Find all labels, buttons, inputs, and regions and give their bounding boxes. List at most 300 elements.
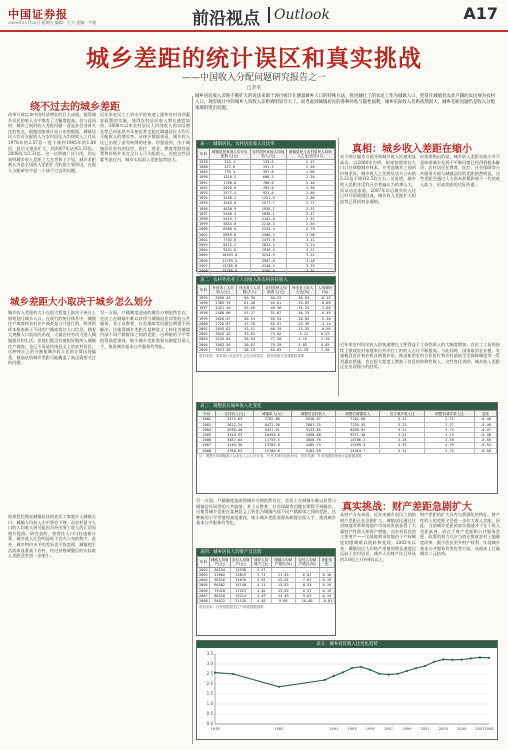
- table-cell: 13.83: [271, 583, 295, 588]
- table-1: [196, 140, 336, 272]
- table-cell: 1998: [199, 311, 208, 316]
- table-cell: 8.57: [295, 588, 319, 593]
- table-cell: 75420: [209, 588, 230, 593]
- table-cell: 2.19: [316, 337, 335, 342]
- table-cell: 2.47: [286, 211, 334, 216]
- data-point: [415, 667, 417, 669]
- table-3-col-head: 农村收入(元): [216, 411, 254, 417]
- table-cell: 3.22: [380, 433, 424, 438]
- table-2-caption: 表二：农村外出务工人员收入和农村居民收入: [197, 277, 335, 284]
- table-cell: 3.31: [380, 448, 424, 453]
- table-cell: 2366.4: [250, 232, 286, 237]
- table-cell: 1577.7: [250, 201, 286, 206]
- table-cell: 4.11: [251, 583, 271, 588]
- table-cell: 5854.0: [209, 222, 250, 227]
- table-3-col-head: 年份: [198, 411, 216, 417]
- x-tick-label: 1999: [402, 727, 412, 731]
- data-point: [278, 686, 280, 688]
- table-4-note: 资料来源：作者根据相关住户调查数据测算: [199, 604, 264, 609]
- table-cell: -0.90: [316, 327, 335, 332]
- table-cell: 55.53: [262, 316, 289, 321]
- table-cell: 1980: [199, 165, 208, 170]
- table-cell: 14264.7: [336, 448, 380, 453]
- table-cell: 9.68: [271, 599, 295, 604]
- text-col1a: [8, 112, 96, 290]
- x-tick-label: 2003: [438, 727, 448, 731]
- table-4-col-head: 农村人均财产(元): [231, 557, 250, 566]
- data-point: [324, 679, 326, 681]
- table-cell: 2006: [198, 438, 216, 443]
- x-tick-label: 2001: [420, 727, 430, 731]
- table-1-body: [198, 159, 335, 273]
- y-tick-label: 2.0: [206, 681, 213, 687]
- body-paragraph: 改革开放以来中国经济增长的巨大成就，使得城乡居民的收入水平都有了大幅度提高。但与此同时，城乡之间的收入差距问题一直是社会各界关注的焦点。根据国家统计局公布的数据，城镇居民人均可支配收入与农村居民人均纯收入之比从1978年的2.57倍一度下降到1985年的1.86倍，此后又逐步扩大，到2007年达到3.33倍，2008年为3.31倍。这一比例被广泛引用，用以说明城乡收入差距之大在世界上罕见。城乡差距被认为是全国收入差距扩大的最主要原因，在收入分配研究中是一个绕不过去的问题。: [8, 112, 96, 173]
- table-cell: —: [295, 567, 319, 572]
- table-cell: 7755.45: [336, 422, 380, 427]
- y-tick-label: 3.0: [206, 661, 213, 667]
- table-cell: 2421.10: [209, 306, 237, 311]
- table-cell: 66.39: [237, 295, 262, 300]
- lead-text: 城乡居民收入差距不断扩大的说法来源于现行统计在测量城乡人口的特殊方法。将进城打工的农民工作为城镇人口，把常住城镇但农业户籍的农民视为农村人口，现有统计中的城乡人均收入差距被明显夸大了。而考虑到城镇居民的各种补贴与隐性福利，城乡实际收入差距依然很大，城乡差距问题仍是收入分配领域的突出问题。: [195, 94, 495, 111]
- table-cell: 2.51: [286, 206, 334, 211]
- table-cell: 191.3: [250, 165, 286, 170]
- table-cell: 2.58: [286, 185, 334, 190]
- table-cell: 2006: [199, 258, 208, 263]
- text-col2c: [196, 498, 336, 544]
- table-cell: 1993: [199, 191, 208, 196]
- table-1-grid: [197, 148, 335, 274]
- table-row: [198, 269, 335, 274]
- table-cell: 9572.48: [336, 433, 380, 438]
- table-cell: 46134: [209, 567, 230, 572]
- article-subtitle: ——中国收入分配问题研究报告之一: [181, 73, 326, 83]
- table-cell: 1998: [199, 217, 208, 222]
- table-cell: 1997: [199, 306, 208, 311]
- table-cell: 15780.8: [209, 269, 250, 274]
- table-cell: 8472.2: [209, 243, 250, 248]
- table-2: [196, 276, 336, 372]
- table-cell: 73.02: [262, 332, 289, 337]
- table-cell: 7.38: [316, 347, 335, 352]
- table-cell: 4140.36: [216, 443, 254, 448]
- data-point: [433, 661, 435, 663]
- table-cell: 0.19: [319, 588, 334, 593]
- table-4-col-head: 农村人均财产增长(%): [295, 557, 319, 568]
- data-point: [351, 667, 353, 669]
- table-cell: 3.28: [286, 258, 334, 263]
- table-3-col-head: 官方城乡收入比: [380, 411, 424, 417]
- table-2-col-head: 外出务工收入占比(%): [289, 285, 315, 296]
- table-cell: 79.29: [262, 342, 289, 347]
- table-cell: 2.50: [286, 165, 334, 170]
- section-en-title: Outlook: [268, 7, 330, 23]
- table-cell: 2002: [199, 332, 208, 337]
- table-cell: 13785.8: [209, 263, 250, 268]
- table-cell: 2.75: [424, 448, 474, 453]
- heading-left-top: 绕不过去的城乡差距: [30, 102, 120, 113]
- table-cell: 16140: [230, 583, 251, 588]
- table-cell: 6.81: [295, 573, 319, 578]
- table-cell: 2936.40: [216, 427, 254, 432]
- table-cell: 2475.63: [216, 417, 254, 422]
- table-cell: 4760.62: [216, 448, 254, 453]
- table-3-body: [198, 417, 497, 453]
- table-cell: 12499.3: [336, 443, 380, 448]
- table-cell: 2210.3: [250, 222, 286, 227]
- data-point: [424, 665, 426, 667]
- table-cell: 3.33: [286, 263, 334, 268]
- table-cell: 2475.6: [250, 237, 286, 242]
- table-cell: -0.56: [475, 448, 497, 453]
- table-cell: 2.86: [286, 196, 334, 201]
- table-3-col-head: 调整后城镇收入: [336, 411, 380, 417]
- x-tick-label: 1978: [210, 727, 220, 731]
- table-cell: -31.24: [289, 306, 315, 311]
- table-cell: 1926.1: [250, 206, 286, 211]
- data-point: [397, 673, 399, 675]
- table-2-col-head: 外出务工人员数(万人): [238, 285, 261, 294]
- table-cell: 2618.07: [291, 417, 335, 422]
- table-cell: -30.25: [289, 311, 315, 316]
- table-cell: -5.36: [316, 316, 335, 321]
- table-cell: 4.48: [251, 599, 271, 604]
- table-cell: 2801.25: [291, 422, 335, 427]
- table-4-col-head: 年份: [198, 557, 210, 568]
- table-cell: 3235.84: [209, 337, 237, 342]
- table-cell: —: [271, 567, 295, 572]
- table-cell: 1996: [199, 206, 208, 211]
- table-cell: -7.68: [316, 306, 335, 311]
- data-point: [470, 657, 472, 659]
- column-rule: [192, 96, 193, 744]
- table-cell: —: [319, 567, 334, 572]
- data-point: [369, 669, 371, 671]
- x-tick-label: 1995: [365, 727, 375, 731]
- data-point: [342, 671, 344, 673]
- table-cell: 4.49: [251, 593, 271, 598]
- table-cell: 2.20: [286, 175, 334, 180]
- table-cell: 0.16: [319, 573, 334, 578]
- table-cell: 55.68: [237, 306, 262, 311]
- table-cell: 53.27: [237, 311, 262, 316]
- table-cell: 5160.3: [209, 211, 250, 216]
- table-cell: 2.79: [286, 227, 334, 232]
- y-tick-label: 1.0: [206, 701, 213, 707]
- table-cell: -36.63: [289, 295, 315, 300]
- table-cell: 1.86: [286, 170, 334, 175]
- table-cell: -0.40: [475, 417, 497, 422]
- table-cell: 6280.0: [209, 227, 250, 232]
- table-cell: 0.19: [319, 578, 334, 583]
- x-tick-label: 1991: [329, 727, 339, 731]
- table-cell: 133.6: [250, 159, 286, 164]
- table-cell: 2005: [199, 253, 208, 258]
- table-cell: 10706.2: [336, 438, 380, 443]
- body-paragraph: 近年来农村居民收入的快速增长主要得益于工资性收入的大幅度增加。农民工工资的持续上涨使农村家庭来自外出打工的收入占比不断提高。与此同时，国家取消农业税、实施粮食直补和农机具购置补贴、推进新型农村合作医疗和农村最低生活保障制度等一系列惠农措施，也在很大程度上增加了农民的转移性收入。这些变化表明，城乡收入差距正在出现缩小的趋势。: [340, 342, 500, 370]
- heading-left-mid: 城乡差距大小取决于城乡怎么划分: [10, 297, 153, 308]
- heading-right-top: 真相：城乡收入差距在缩小: [352, 144, 472, 155]
- data-point: [232, 673, 234, 675]
- table-cell: 2000: [199, 321, 208, 326]
- table-cell: 2577.4: [209, 191, 250, 196]
- table-cell: 3.33: [380, 443, 424, 448]
- table-cell: 2.74: [424, 427, 474, 432]
- table-cell: 43.51: [237, 327, 262, 332]
- table-cell: 51.87: [262, 311, 289, 316]
- body-paragraph: 但需要指出的是，城乡收入差距在缩小并不意味着城乡发展不平衡问题已经得到根本解决。农村居民在教育、医疗、社会保障等公共服务方面与城镇居民的差距依然明显，这些差距会通过人力资本积累影响下一代的收入能力，形成差距的代际传递。: [420, 154, 500, 187]
- table-cell: 1992: [199, 185, 208, 190]
- body-paragraph: 另一方面，户籍制度造成的城乡分割依然存在，农民工在城镇中难以获得与城镇居民同等的公共服务，其子女教育、社会保障等问题长期得不到解决。这使得城乡差距在某种意义上转化为城镇内部不同户籍群体之间的差距，这种新的不平等值得高度重视。缩小城乡差距需要从制度层面入手，推进城乡基本公共服务均等化。: [196, 498, 336, 526]
- table-cell: 2004: [199, 248, 208, 253]
- table-cell: 1221.0: [250, 196, 286, 201]
- table-cell: 47.78: [237, 321, 262, 326]
- table-cell: -3.12: [289, 332, 315, 337]
- table-cell: 3.11: [286, 237, 334, 242]
- table-cell: 7702.80: [253, 417, 291, 422]
- table-cell: 2005: [199, 583, 208, 588]
- table-cell: -3.14: [316, 321, 335, 326]
- table-cell: 2.57: [286, 159, 334, 164]
- x-tick-label: 1997: [383, 727, 394, 731]
- table-cell: 2003: [199, 337, 208, 342]
- table-cell: 10.00: [295, 599, 319, 604]
- table-cell: 3254.93: [216, 433, 254, 438]
- table-cell: 1990: [199, 175, 208, 180]
- table-cell: 2.78: [424, 438, 474, 443]
- table-cell: 58316: [209, 578, 230, 583]
- table-cell: 1995: [199, 295, 208, 300]
- table-cell: 2005: [199, 347, 208, 352]
- table-cell: 1999: [199, 222, 208, 227]
- table-cell: 14.45: [271, 593, 295, 598]
- table-cell: 3.57: [251, 567, 271, 572]
- text-col3c: [340, 512, 416, 636]
- table-cell: 5425.1: [209, 217, 250, 222]
- table-2-col-head: 外出务工人员收入(元): [209, 285, 237, 296]
- table-2-col-head: 人均增长(%): [316, 285, 335, 296]
- table-cell: 2.80: [286, 191, 334, 196]
- text-col3a: [340, 154, 416, 338]
- table-cell: -0.54: [475, 443, 497, 448]
- table-cell: 2008: [198, 448, 216, 453]
- table-3-col-head: 调整后城乡收入比: [424, 411, 474, 417]
- table-cell: 3587.04: [216, 438, 254, 443]
- table-cell: 2001: [199, 232, 208, 237]
- table-cell: 921.6: [250, 191, 286, 196]
- table-cell: 49.36: [262, 306, 289, 311]
- table-cell: 7702.8: [209, 237, 250, 242]
- data-point: [378, 673, 380, 675]
- data-point: [214, 672, 216, 674]
- table-cell: 2.79: [424, 443, 474, 448]
- table-cell: 8.54: [295, 583, 319, 588]
- table-cell: 2003: [199, 243, 208, 248]
- table-cell: 3254.9: [250, 253, 286, 258]
- y-tick-label: 1.5: [206, 691, 213, 697]
- table-cell: 2845.62: [209, 327, 237, 332]
- table-cell: 2007: [199, 263, 208, 268]
- table-cell: 40.22: [262, 295, 289, 300]
- table-cell: 3.22: [286, 253, 334, 258]
- table-cell: 2.90: [286, 232, 334, 237]
- table-cell: 1995: [199, 201, 208, 206]
- table-cell: 2004: [199, 342, 208, 347]
- table-cell: -0.46: [475, 422, 497, 427]
- table-cell: 61.57: [262, 321, 289, 326]
- table-cell: 5.85: [289, 342, 315, 347]
- table-cell: 36.53: [237, 337, 262, 342]
- table-cell: -0.01: [319, 599, 334, 604]
- table-cell: 10493.0: [253, 433, 291, 438]
- table-cell: 45.61: [262, 301, 289, 306]
- x-tick-label: 2005: [457, 727, 467, 731]
- table-1-col-head: 城镇居民家庭人均可支配收入(元): [209, 149, 250, 160]
- table-cell: -0.50: [475, 438, 497, 443]
- table-cell: 343.4: [209, 159, 250, 164]
- table-cell: -6.49: [316, 311, 335, 316]
- table-cell: 9421.61: [253, 427, 291, 432]
- table-cell: 3.28: [380, 438, 424, 443]
- series-line: [215, 657, 489, 686]
- chart-title: 表五：城乡居民收入比变化趋势: [197, 641, 497, 648]
- table-cell: 2002: [198, 417, 216, 422]
- table-cell: 3016.20: [209, 332, 237, 337]
- table-cell: 1985: [199, 170, 208, 175]
- table-1-col-head: 农村居民家庭人均纯收入(元): [252, 149, 285, 158]
- table-cell: 94672: [209, 599, 230, 604]
- data-point: [406, 670, 408, 672]
- table-cell: 3.11: [380, 417, 424, 422]
- table-cell: 5182.59: [291, 448, 335, 453]
- text-col1c: [8, 514, 96, 742]
- table-cell: 12.39: [289, 347, 315, 352]
- table-cell: 2004: [198, 427, 216, 432]
- table-cell: -33.65: [289, 301, 315, 306]
- text-col3b: [340, 342, 500, 398]
- table-4-caption: 表四：城乡居民人均财产及比较: [197, 549, 335, 556]
- data-point: [451, 659, 453, 661]
- data-point: [387, 674, 389, 676]
- table-cell: 77.28: [262, 337, 289, 342]
- data-point: [333, 675, 335, 677]
- table-row: [198, 599, 335, 604]
- text-col2b: [100, 310, 190, 510]
- table-cell: 11759.5: [209, 258, 250, 263]
- table-cell: 39.81: [237, 332, 262, 337]
- table-cell: 0.25: [316, 332, 335, 337]
- table-cell: 3563.46: [209, 342, 237, 347]
- y-tick-label: 0.0: [206, 721, 213, 727]
- table-cell: -23.49: [289, 321, 315, 326]
- table-cell: 66.34: [262, 327, 289, 332]
- table-4: [196, 548, 336, 636]
- table-cell: -13.35: [289, 327, 315, 332]
- table-cell: 0.19: [319, 583, 334, 588]
- page-header: [0, 0, 508, 32]
- table-cell: 38.19: [237, 347, 262, 352]
- table-cell: 2720.87: [209, 321, 237, 326]
- table-cell: 1996: [199, 301, 208, 306]
- table-cell: 21135: [230, 599, 251, 604]
- article-author: □李实: [246, 85, 262, 91]
- table-cell: -0.48: [475, 433, 497, 438]
- table-cell: 0.19: [319, 593, 334, 598]
- table-2-col-head: 年份: [198, 285, 210, 296]
- table-cell: 50.53: [237, 316, 262, 321]
- table-3: [196, 402, 498, 494]
- table-2-grid: [197, 284, 335, 353]
- body-paragraph: 另一方面，户籍制度造成的城乡分割依然存在，农民工在城镇中难以获得与城镇居民同等的公共服务，其子女教育、社会保障等问题长期得不到解决。这使得城乡差距在某种意义上转化为城镇内部不同户籍群体之间的差距，这种新的不平等值得高度重视。缩小城乡差距需要从制度层面入手，推进城乡基本公共服务均等化。: [100, 310, 190, 349]
- table-cell: 36.07: [237, 342, 262, 347]
- table-cell: 2002: [199, 237, 208, 242]
- table-cell: -28.84: [289, 316, 315, 321]
- table-cell: 17523: [230, 588, 251, 593]
- table-cell: 13785.8: [253, 443, 291, 448]
- table-cell: 9421.6: [209, 248, 250, 253]
- table-cell: 51602: [209, 573, 230, 578]
- data-point: [479, 656, 481, 658]
- table-cell: 2006: [199, 588, 208, 593]
- table-cell: 3496.2: [209, 196, 250, 201]
- table-cell: 2162.0: [250, 217, 286, 222]
- table-1-caption: 表一：城镇居民、农村居民收入及比率: [197, 141, 335, 148]
- table-4-header-row: [198, 557, 335, 568]
- table-cell: 686.3: [250, 175, 286, 180]
- table-cell: 2007: [198, 443, 216, 448]
- table-cell: 13.62: [271, 588, 295, 593]
- section-title: 前沿视点: [192, 9, 260, 29]
- x-tick-label: 1985: [274, 727, 284, 731]
- table-cell: 6859.6: [209, 232, 250, 237]
- chart-panel: [196, 640, 498, 740]
- data-point: [461, 659, 463, 661]
- table-cell: 3.21: [286, 248, 334, 253]
- table-cell: 2.77: [424, 422, 474, 427]
- table-cell: 2936.4: [250, 248, 286, 253]
- table-cell: 2488.06: [209, 311, 237, 316]
- heading-right-mid: 真实挑战：财产差距急剧扩大: [342, 502, 472, 513]
- table-4-col-head: 城镇人均财产增长(%): [271, 557, 295, 568]
- table-cell: 3.92: [251, 578, 271, 583]
- text-col4b: [420, 512, 500, 636]
- table-cell: 2385.76: [209, 301, 237, 306]
- table-cell: -8.15: [316, 295, 335, 300]
- table-cell: 2007: [199, 593, 208, 598]
- table-cell: 11.85: [271, 573, 295, 578]
- y-tick-label: 3.5: [206, 651, 213, 657]
- table-cell: 2002: [199, 567, 208, 572]
- table-3-note: 注：调整后的城镇收入以常住人口口径计算，并考虑城乡价格差异。资料来源：作者根据国家统计局数据测算: [199, 454, 362, 459]
- table-2-note: 资料来源：国家统计局农村社会经济调查司，国务院研究室课题组测算: [199, 353, 305, 358]
- table-cell: 66382: [209, 583, 230, 588]
- table-cell: 3587.0: [250, 258, 286, 263]
- table-cell: 7102.68: [336, 417, 380, 422]
- table-cell: 3973.56: [209, 347, 237, 352]
- table-cell: 86318: [209, 593, 230, 598]
- table-cell: 3490.68: [291, 433, 335, 438]
- y-tick-label: 2.5: [206, 671, 213, 677]
- table-cell: 2.51: [286, 217, 334, 222]
- table-cell: 739.1: [209, 170, 250, 175]
- table-cell: 1991: [199, 180, 208, 185]
- table-cell: 3133.85: [291, 427, 335, 432]
- table-cell: 708.6: [250, 180, 286, 185]
- table-cell: 11759.5: [253, 438, 291, 443]
- table-cell: 2.65: [286, 222, 334, 227]
- body-paragraph: 近年来农民工工资水平的快速上涨和农村各项惠农政策的实施，使得农村居民收入增长速度加快。2008年以来农村居民人均纯收入的实际增长率已经连续多年接近甚至超过城镇居民人均可支配收入的增长率。从统计数据来看，城乡收入比已出现了由升转降的迹象。但要看到，由于城镇居民享有的住房、医疗、养老、教育等隐性福利和补贴并未完全计入可支配收入，若把这些因素考虑在内，城乡实际收入差距依然较大。: [100, 112, 190, 162]
- text-col4a: [420, 154, 500, 338]
- table-1-header-row: [198, 149, 335, 160]
